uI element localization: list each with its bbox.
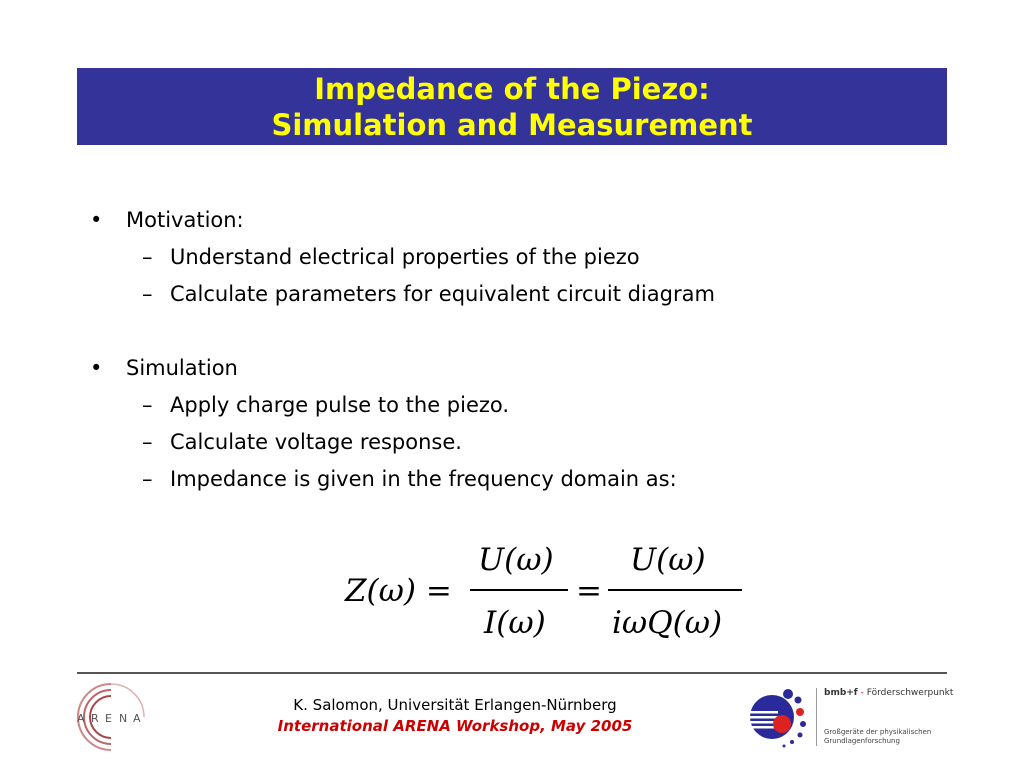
- sub-item: [142, 281, 715, 307]
- bmbf-divider: [816, 688, 817, 746]
- sub-item-text: Understand electrical properties of the piezo: [170, 245, 640, 269]
- arena-logo-graphic: [74, 680, 148, 754]
- bullet-simulation: [90, 355, 238, 381]
- fraction-bar-1: [470, 589, 568, 591]
- title-bar: [77, 68, 947, 145]
- sub-item: [142, 392, 510, 418]
- bmbf-emblem-graphic: [748, 684, 814, 750]
- bullet-marker: •: [90, 356, 103, 380]
- bmbf-header: bmb+f - Förderschwerpunkt: [824, 688, 954, 698]
- bmbf-line-1: Großgeräte der physikalischen: [824, 728, 932, 736]
- bmbf-line-2: Grundlagenforschung: [824, 737, 900, 745]
- fraction-bar-2: [608, 589, 742, 591]
- impedance-formula: [340, 540, 760, 650]
- title-line-2: Simulation and Measurement: [271, 107, 753, 142]
- dash-marker: –: [142, 430, 153, 454]
- bullet-label: Motivation:: [126, 208, 244, 232]
- sub-item-text: Calculate voltage response.: [170, 430, 462, 454]
- formula-denominator-2: iωQ(ω): [612, 605, 723, 641]
- footer-divider: [77, 672, 947, 674]
- sub-item: [142, 244, 640, 270]
- bmbf-logo: [748, 684, 954, 750]
- arena-letter: A: [133, 712, 141, 725]
- title-line-1: Impedance of the Piezo:: [314, 71, 710, 106]
- sub-item-text: Calculate parameters for equivalent circuit diagram: [170, 282, 715, 306]
- footer-workshop: International ARENA Workshop, May 2005: [277, 717, 633, 735]
- formula-numerator-1: U(ω): [478, 542, 554, 578]
- dash-marker: –: [142, 393, 153, 417]
- arena-letter: N: [119, 712, 128, 725]
- dash-marker: –: [142, 467, 153, 491]
- formula-numerator-2: U(ω): [630, 542, 706, 578]
- arena-letter: E: [105, 712, 112, 725]
- dash-marker: –: [142, 282, 153, 306]
- bullet-marker: •: [90, 208, 103, 232]
- arena-logo: [74, 680, 148, 754]
- bmbf-brand: bmb+f: [824, 688, 858, 698]
- sub-item: [142, 429, 462, 455]
- sub-item: [142, 466, 677, 492]
- arena-letter: R: [91, 712, 99, 725]
- bmbf-tag: Förderschwerpunkt: [866, 688, 954, 698]
- sub-item-text: Impedance is given in the frequency domain as:: [170, 467, 677, 491]
- bullet-motivation: [90, 207, 244, 233]
- footer-author: K. Salomon, Universität Erlangen-Nürnberg: [293, 696, 617, 714]
- formula-lhs: Z(ω) =: [345, 573, 452, 609]
- formula-equals: =: [576, 573, 602, 609]
- formula-denominator-1: I(ω): [484, 605, 546, 641]
- dash-marker: –: [142, 245, 153, 269]
- bullet-label: Simulation: [126, 356, 238, 380]
- sub-item-text: Apply charge pulse to the piezo.: [170, 393, 510, 417]
- arena-letter: A: [77, 712, 85, 725]
